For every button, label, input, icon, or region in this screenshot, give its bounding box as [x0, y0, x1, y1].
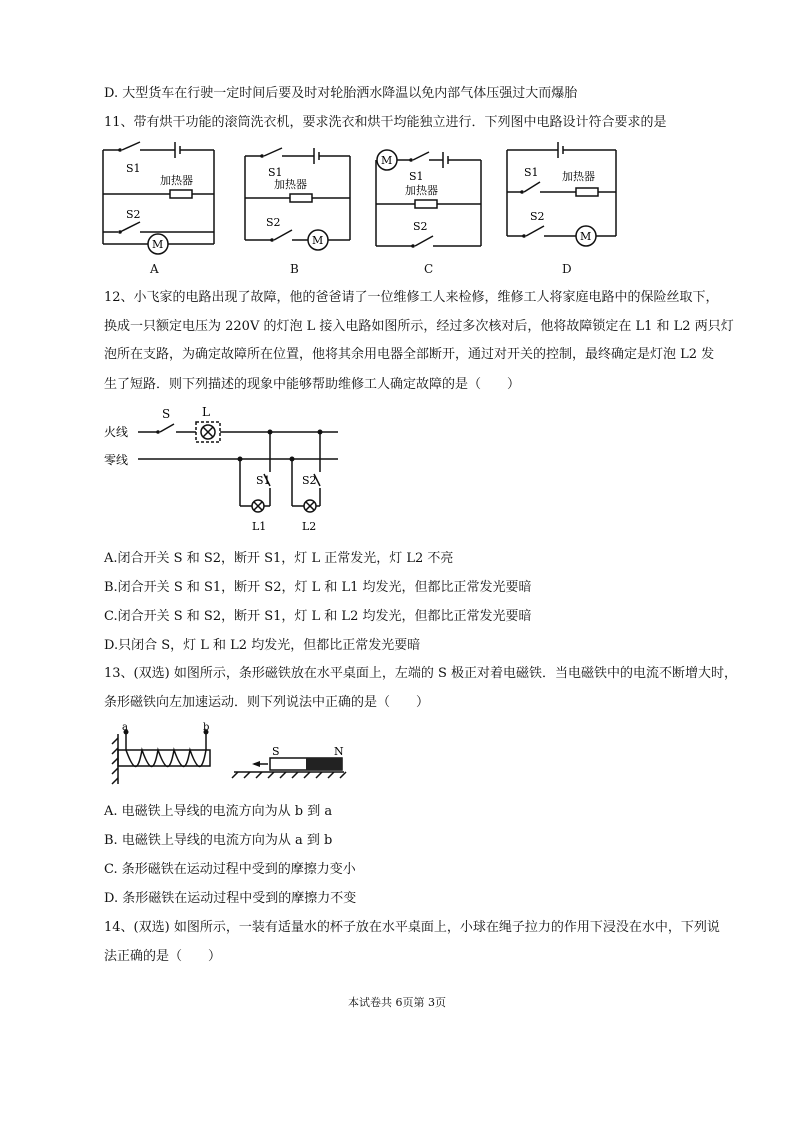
motor-symbol: M: [152, 238, 164, 251]
q11-circuit-a: [100, 146, 220, 254]
q12-stem-line-4: 生了短路．则下列描述的现象中能够帮助维修工人确定故障的是（ ）: [104, 377, 521, 392]
switch-s2-label: S2: [266, 216, 281, 229]
q12-option-d: D.只闭合 S，灯 L 和 L2 均发光，但都比正常发光要暗: [104, 638, 421, 653]
q11-caption-d: D: [562, 262, 572, 276]
switch-s1-label: S1: [256, 474, 271, 487]
lamp-l1-label: L1: [252, 520, 267, 533]
q11-circuit-b: [242, 146, 354, 254]
q12-stem-line-3: 泡所在支路，为确定故障所在位置，他将其余用电器全部断开，通过对开关的控制，最终确定是灯泡 L2 发: [104, 347, 715, 362]
q13-stem-line-2: 条形磁铁向左加速运动．则下列说法中正确的是（ ）: [104, 695, 430, 710]
switch-s2-label: S2: [126, 208, 141, 221]
q11-circuit-c: [373, 146, 485, 254]
heater-label: 加热器: [274, 178, 307, 191]
q12-option-b: B.闭合开关 S 和 S1，断开 S2，灯 L 和 L1 均发光，但都比正常发光要暗: [104, 580, 532, 595]
live-wire-label: 火线: [104, 425, 129, 439]
q13-figure: [104, 722, 354, 796]
switch-s1-label: S1: [268, 166, 283, 179]
magnet-n-pole-label: N: [334, 745, 344, 758]
q13-option-d: D. 条形磁铁在运动过程中受到的摩擦力不变: [104, 891, 357, 906]
switch-s2-label: S2: [413, 220, 428, 233]
heater-label: 加热器: [160, 174, 193, 187]
page-footer: 本试卷共 6页第 3页: [348, 996, 446, 1009]
switch-s2-label: S2: [302, 474, 317, 487]
motor-symbol: M: [580, 230, 592, 243]
switch-s1-label: S1: [524, 166, 539, 179]
q11-caption-c: C: [424, 262, 434, 276]
terminal-a-label: a: [122, 722, 128, 733]
heater-label: 加热器: [405, 184, 438, 197]
heater-label: 加热器: [562, 170, 595, 183]
q11-caption-b: B: [290, 262, 299, 276]
q10-option-d: D. 大型货车在行驶一定时间后要及时对轮胎洒水降温以免内部气体压强过大而爆胎: [104, 86, 578, 101]
q13-option-b: B. 电磁铁上导线的电流方向为从 a 到 b: [104, 833, 333, 848]
q12-circuit-figure: [104, 402, 344, 538]
terminal-b-label: b: [203, 722, 210, 733]
q12-option-a: A.闭合开关 S 和 S2，断开 S1，灯 L 正常发光，灯 L2 不亮: [104, 551, 454, 566]
switch-s2-label: S2: [530, 210, 545, 223]
q12-option-c: C.闭合开关 S 和 S2，断开 S1，灯 L 和 L2 均发光，但都比正常发光要暗: [104, 609, 532, 624]
switch-s1-label: S1: [126, 162, 141, 175]
motor-symbol: M: [312, 234, 324, 247]
q14-stem-line-2: 法正确的是（ ）: [104, 949, 222, 964]
neutral-wire-label: 零线: [104, 453, 129, 467]
q13-option-c: C. 条形磁铁在运动过程中受到的摩擦力变小: [104, 862, 356, 877]
q13-stem-line-1: 13、(双选) 如图所示，条形磁铁放在水平桌面上，左端的 S 极正对着电磁铁．当电磁铁中的电流不断增大时，: [104, 666, 737, 681]
switch-s1-label: S1: [409, 170, 424, 183]
magnet-s-pole-label: S: [272, 745, 280, 758]
q14-stem-line-1: 14、(双选) 如图所示，一装有适量水的杯子放在水平桌面上，小球在绳子拉力的作用下浸没在水中，下列说: [104, 920, 720, 935]
q13-option-a: A. 电磁铁上导线的电流方向为从 b 到 a: [104, 804, 333, 819]
q11-circuit-d: [504, 146, 620, 250]
lamp-l-label: L: [202, 405, 210, 419]
lamp-l2-label: L2: [302, 520, 317, 533]
switch-s-label: S: [162, 407, 171, 421]
q11-stem: 11、带有烘干功能的滚筒洗衣机，要求洗衣和烘干均能独立进行．下列图中电路设计符合要求的是: [104, 115, 667, 130]
q12-stem-line-2: 换成一只额定电压为 220V 的灯泡 L 接入电路如图所示，经过多次核对后，他将故障锁定在 L1 和 L2 两只灯: [104, 319, 734, 334]
motor-symbol: M: [381, 154, 393, 167]
q11-caption-a: A: [150, 262, 159, 276]
q12-stem-line-1: 12、小飞家的电路出现了故障，他的爸爸请了一位维修工人来检修，维修工人将家庭电路中的保险丝取下，: [104, 290, 719, 305]
